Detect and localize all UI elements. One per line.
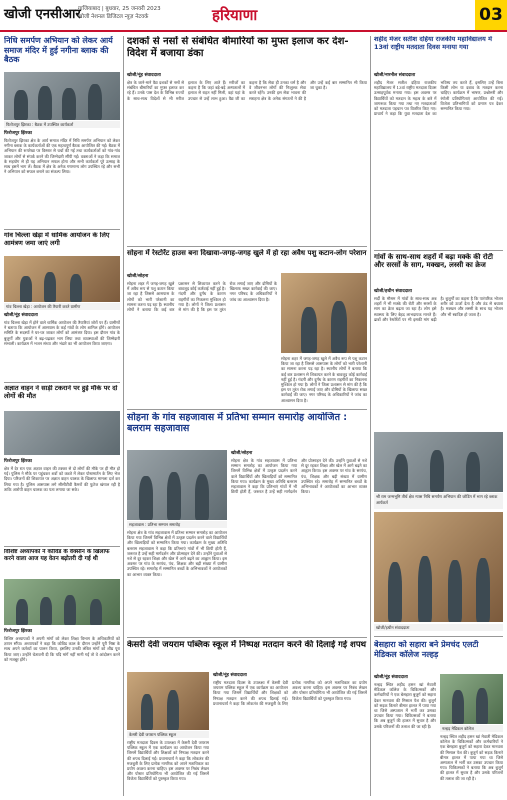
article-headline: विशिष्ट अध्यापकों ने कोविड के वैक्सीन के खिलाफ करने वाला आज यह वेतन बढ़ोतरी दी गई थी: [4, 549, 110, 562]
article-headline: अज्ञात वाहन ने साड़ी टकराने पर हुई मौके पर दो लोगों की मौत: [4, 385, 118, 400]
divider: [127, 246, 367, 247]
article-body: [127, 72, 367, 244]
article-byline: खोजी/नारनौल संवाददाता: [374, 73, 416, 78]
article-headline: गांवों के साथ-साथ शहरों में बढ़ा मक्के की रोटी और सरसों के साग, मक्खन, लस्सी का क्रेज: [374, 253, 493, 270]
column-rule: [370, 36, 371, 796]
article-text: राष्ट्रीय मतदाता दिवस के उपलक्ष्य में केसरी देवी जयराम पब्लिक स्कूल में एक कार्यक्रम का आयोजन किया गया जिसमें विद्यार्थियों और शिक्षकों को निष्पक्ष मतदान करने की शपथ दिलाई गई। प्रधानाचार्य ने कहा कि लोकतंत्र की मजबूती के लिए प्रत्येक नागरिक को अपने मताधिकार का प्रयोग अवश्य करना चाहिए। इस अवसर पर निबंध लेखन और पोस्टर प्रतियोगिता भी आयोजित की गई जिसमें विजेता विद्यार्थियों को पुरस्कृत किया गया।: [127, 740, 209, 782]
article-headline: गांव चिल्ला खेड़ा में धार्मिक आयोजन के लिए आमंत्रण जमा जाएं लगी: [4, 232, 110, 247]
article-body: [374, 674, 436, 796]
article-body: [4, 628, 120, 796]
article-text: नल्हड़ स्थित शहीद हसन खां मेवाती मेडिकल कॉलेज के चिकित्सकों और कर्मचारियों ने एक बेसहारा बुजुर्ग को सहारा देकर मानवता की मिसाल पेश की। बुजुर्ग को सड़क किनारे बीमार हालत में पाया गया था जिसे अस्पताल में भर्ती कर उसका उपचार किया गया। चिकित्सकों ने बताया कि अब बुजुर्ग की हालत में सुधार है और उसके परिजनों की तलाश की जा रही है।: [440, 734, 503, 781]
article-photo: [374, 512, 503, 622]
page-number: 03: [475, 0, 507, 30]
article-text: गांव चिल्ला खेड़ा में होने वाले धार्मिक आयोजन की तैयारियां जोरों पर हैं। ग्रामीणों ने बताया कि आयोजन में आसपास के कई गांवों के लोग शामिल होंगे। आयोजन समिति के सदस्यों ने घर-घर जाकर लोगों को आमंत्रण दिया। इस दौरान गांव के बुजुर्गों और युवाओं ने बढ़-चढ़कर भाग लिया तथा व्यवस्थाओं की जिम्मेदारी संभाली। कार्यक्रम में भजन संध्या और भंडारे का भी आयोजन किया जाएगा।: [4, 320, 120, 346]
article-text: सोहना क्षेत्र के गांव सहजावास में प्रतिभा सम्मान समारोह का आयोजन किया गया जिसमें विभिन्न क्षेत्रों में उत्कृष्ट प्रदर्शन करने वाले विद्यार्थियों और खिलाड़ियों को सम्मानित किया गया। कार्यक्रम के मुख्य अतिथि बलराम सहजावास ने कहा कि प्रतिभाएं गांवों में भी छिपी होती हैं, जरूरत है उन्हें सही मार्गदर्शन और प्रोत्साहन देने की। उन्होंने युवाओं से नशे से दूर रहकर शिक्षा और खेल में आगे बढ़ने का आह्वान किया। इस अवसर पर गांव के सरपंच, पंच, शिक्षक और बड़ी संख्या में ग्रामीण उपस्थित रहे। समारोह में सम्मानित बच्चों के अभिभावकों ने आयोजकों का आभार व्यक्त किया।: [127, 530, 227, 577]
article-byline: खोजी/नूंह संवाददाता: [374, 675, 408, 680]
divider: [374, 636, 503, 637]
article-byline: फिरोजपुर झिरका: [4, 629, 32, 634]
article-photo: [127, 672, 209, 730]
article-byline: खोजी/नूंह संवाददाता: [213, 673, 247, 678]
masthead: [0, 0, 507, 32]
article-body: [127, 740, 209, 796]
photo-caption: नल्हड़ मेडिकल कॉलेज: [440, 725, 503, 732]
divider: [4, 229, 120, 230]
photo-caption: खोजी/हथीन संवाददाता: [374, 624, 503, 631]
date-line: गाजियाबाद | बुधवार, 25 जनवरी 2023: [78, 6, 161, 12]
photo-caption: सहजावास : प्रतिभा सम्मान समारोह: [127, 521, 227, 528]
article-body: [374, 72, 503, 248]
divider: [4, 546, 120, 547]
article-headline: केसरी देवी जयराम पब्लिक स्कूल में निष्पक्ष मतदान करने की दिलाई गई शपथ: [127, 640, 367, 650]
divider: [374, 250, 503, 251]
column-rule: [123, 36, 124, 796]
article-body: [127, 530, 227, 634]
article-headline: सोहना के गांव सहजावास में प्रतिभा सम्मान समारोह आयोजित : बलराम सहजावास: [127, 412, 348, 435]
photo-caption: केसरी देवी जयराम पब्लिक स्कूल: [127, 731, 209, 738]
article-body: [4, 130, 120, 228]
article-headline: निधि समर्पण अभियान को लेकर आर्य समाज मंदिर में हुई नगीना ब्लाक की बैठक: [4, 36, 113, 65]
article-text: क्षेत्र में देर रात एक अज्ञात वाहन की टक्कर से दो लोगों की मौके पर ही मौत हो गई। पुलिस ने मौके पर पहुंचकर शवों को कब्जे में लेकर पोस्टमार्टम के लिए भेज दिया। परिजनों की शिकायत पर अज्ञात वाहन चालक के खिलाफ मामला दर्ज कर लिया गया है। पुलिस आसपास लगे सीसीटीवी कैमरों की फुटेज खंगाल रही है ताकि आरोपी वाहन चालक का पता लगाया जा सके।: [4, 466, 120, 492]
article-byline: फिरोजपुर झिरका: [4, 459, 32, 464]
article-headline: बेसहारा को सहारा बने प्रेमचंद एलटी मेडिकल कॉलेज नल्हड़: [374, 640, 479, 659]
article-photo: [4, 579, 120, 625]
article-text: फिरोजपुर झिरका क्षेत्र के आर्य समाज मंदिर में निधि समर्पण अभियान को लेकर नगीना ब्लाक के कार्यकर्ताओं की एक महत्वपूर्ण बैठक आयोजित की गई। बैठक में अभियान की रूपरेखा पर विस्तार से चर्चा की गई तथा कार्यकर्ताओं को गांव-गांव जाकर लोगों से संपर्क करने की जिम्मेदारी सौंपी गई। वक्ताओं ने कहा कि समाज के सहयोग से ही यह अभियान सफल होगा और सभी कार्यकर्ता पूरे उत्साह के साथ इसमें भाग लें। बैठक में क्षेत्र के अनेक गणमान्य लोग उपस्थित रहे और सभी ने अभियान को सफल बनाने का संकल्प लिया।: [4, 138, 120, 175]
article-text: सोहना क्षेत्र के गांव सहजावास में प्रतिभा सम्मान समारोह का आयोजन किया गया जिसमें विभिन्न क्षेत्रों में उत्कृष्ट प्रदर्शन करने वाले विद्यार्थियों और खिलाड़ियों को सम्मानित किया गया। कार्यक्रम के मुख्य अतिथि बलराम सहजावास ने कहा कि प्रतिभाएं गांवों में भी छिपी होती हैं, जरूरत है उन्हें सही मार्गदर्शन और प्रोत्साहन देने की। उन्होंने युवाओं से नशे से दूर रहकर शिक्षा और खेल में आगे बढ़ने का आह्वान किया। इस अवसर पर गांव के सरपंच, पंच, शिक्षक और बड़ी संख्या में ग्रामीण उपस्थित रहे। समारोह में सम्मानित बच्चों के अभिभावकों ने आयोजकों का आभार व्यक्त किया।: [231, 458, 367, 495]
article-text: सोहना शहर में जगह-जगह खुले में अवैध रूप से पशु कटान किया जा रहा है जिससे आसपास के लोगों को भारी परेशानी का सामना करना पड़ रहा है। स्थानीय लोगों ने बताया कि कई बार प्रशासन से शिकायत करने के बावजूद कोई कार्रवाई नहीं हुई है। गंदगी और दुर्गंध के कारण राहगीरों का निकलना मुश्किल हो गया है। लोगों ने जिला प्रशासन से मांग की है कि इस पर तुरंत रोक लगाई जाए और दोषियों के खिलाफ सख्त कार्रवाई की जाए। नगर परिषद के अधिकारियों ने जांच का आश्वासन दिया है।: [127, 281, 277, 313]
article-body: [213, 672, 367, 796]
article-text: सर्दी के मौसम में गांवों के साथ-साथ अब शहरों में भी मक्के की रोटी और सरसों के साग का क्रेज बढ़ता जा रहा है। लोग इसे स्वास्थ्य के लिए बेहद लाभदायक मानते हैं। ढाबों और रेस्टोरेंटों पर भी इसकी मांग बढ़ी है। बुजुर्गों का कहना है कि पारंपरिक भोजन शरीर को ऊर्जा देता है और ठंड से बचाता है। मक्खन और लस्सी के साथ यह भोजन और भी स्वादिष्ट हो जाता है।: [374, 296, 503, 322]
article-body: [440, 734, 503, 796]
brand-name: खोजी एनसीआर: [4, 7, 81, 22]
article-byline: खोजी/सोहना: [231, 451, 253, 456]
divider: [127, 637, 367, 638]
article-photo: [4, 72, 120, 120]
article-byline: खोजी/सोहना: [127, 274, 149, 279]
article-text: विशिष्ट अध्यापकों ने अपनी मांगों को लेकर शिक्षा विभाग के अधिकारियों को ज्ञापन सौंपा। अध्यापकों ने कहा कि कोविड काल के दौरान उन्होंने पूरी निष्ठा के साथ अपने कर्तव्यों का पालन किया, इसलिए उनकी लंबित मांगों को शीघ्र पूरा किया जाए। उन्होंने चेतावनी दी कि यदि मांगें नहीं मानी गईं तो वे आंदोलन करने को मजबूर होंगे।: [4, 636, 120, 662]
article-text: सोहना शहर में जगह-जगह खुले में अवैध रूप से पशु कटान किया जा रहा है जिससे आसपास के लोगों को भारी परेशानी का सामना करना पड़ रहा है। स्थानीय लोगों ने बताया कि कई बार प्रशासन से शिकायत करने के बावजूद कोई कार्रवाई नहीं हुई है। गंदगी और दुर्गंध के कारण राहगीरों का निकलना मुश्किल हो गया है। लोगों ने जिला प्रशासन से मांग की है कि इस पर तुरंत रोक लगाई जाए और दोषियों के खिलाफ सख्त कार्रवाई की जाए। नगर परिषद के अधिकारियों ने जांच का आश्वासन दिया है।: [281, 356, 367, 403]
article-photo: [4, 411, 120, 455]
article-photo: [281, 273, 367, 353]
divider: [4, 382, 120, 383]
article-headline: शहीद मेजर सतीश दहिया राजकीय महाविद्यालय में 13वां राष्ट्रीय मतदाता दिवस मनाया गया: [374, 36, 492, 51]
article-body: [281, 356, 367, 406]
article-byline: खोजी/नूंह संवाददाता: [4, 313, 38, 318]
article-headline: सोहना में रेस्टोरेंट हाउस बना दिखावा-जगह-जगह खुले में हो रहा अवैध पशु कटान-लोग परेशान: [127, 249, 367, 257]
article-text: क्षेत्र के जाने-माने वैद्य दशकों से नसों से संबंधित बीमारियों का मुफ्त इलाज कर रहे हैं। उनके पास देश के विभिन्न राज्यों के साथ-साथ विदेशों से भी मरीज इलाज के लिए आते हैं। मरीजों का कहना है कि जहां बड़े-बड़े अस्पतालों में इलाज से राहत नहीं मिली, वहां यहां के उपचार से उन्हें लाभ हुआ। वैद्य जी का कहना है कि सेवा ही उनका धर्म है और वे जीवनभर लोगों की निःशुल्क सेवा करते रहेंगे। उनकी इस सेवा भावना की सराहना क्षेत्र के अनेक संगठनों ने की है और उन्हें कई बार सम्मानित भी किया जा चुका है।: [127, 80, 367, 101]
article-byline: खोजी/नूंह संवाददाता: [127, 73, 161, 78]
section-title: हरियाणा: [212, 6, 258, 24]
article-byline: खोजी/हथीन संवाददाता: [374, 289, 412, 294]
lead-headline: दशकों से नसों से संबंधित बीमारियों का मुफ्त इलाज कर देश-विदेश में बजाया डंका: [127, 36, 349, 59]
tagline: खोजी नेशनल डिजिटल न्यूज़ नेटवर्क: [78, 14, 149, 20]
article-body: [374, 288, 503, 428]
article-body: [4, 458, 120, 544]
article-body: [231, 450, 367, 634]
article-photo: [127, 450, 227, 520]
article-text: नल्हड़ स्थित शहीद हसन खां मेवाती मेडिकल कॉलेज के चिकित्सकों और कर्मचारियों ने एक बेसहारा बुजुर्ग को सहारा देकर मानवता की मिसाल पेश की। बुजुर्ग को सड़क किनारे बीमार हालत में पाया गया था जिसे अस्पताल में भर्ती कर उसका उपचार किया गया। चिकित्सकों ने बताया कि अब बुजुर्ग की हालत में सुधार है और उसके परिजनों की तलाश की जा रही है।: [374, 682, 436, 729]
article-photo: [440, 674, 503, 724]
article-body: [4, 312, 120, 380]
article-body: [127, 273, 277, 405]
photo-caption: फिरोजपुर झिरका : बैठक में उपस्थित कार्यकर्ता: [4, 121, 120, 128]
article-photo: [374, 432, 503, 492]
photo-caption: श्री राम जन्मभूमि तीर्थ क्षेत्र न्यास निधि समर्पण अभियान की जोडिंग में भाग रहे ब्लाक आर्यकर्त: [374, 493, 503, 509]
divider: [127, 409, 367, 410]
article-text: शहीद मेजर सतीश दहिया राजकीय महाविद्यालय में 13वां राष्ट्रीय मतदाता दिवस उत्साहपूर्वक मनाया गया। इस अवसर पर विद्यार्थियों को मतदान के महत्व के बारे में जागरूक किया गया तथा नए मतदाताओं को मतदाता पहचान पत्र वितरित किए गए। प्राचार्य ने कहा कि युवा मतदाता देश का भविष्य तय करते हैं, इसलिए उन्हें बिना किसी लोभ या दबाव के मतदान करना चाहिए। कार्यक्रम में भाषण, प्रश्नोत्तरी और रंगोली प्रतियोगिताएं आयोजित की गईं। विजेता प्रतिभागियों को प्रमाण पत्र देकर सम्मानित किया गया।: [374, 80, 503, 117]
article-byline: फिरोजपुर झिरका: [4, 131, 32, 136]
article-text: राष्ट्रीय मतदाता दिवस के उपलक्ष्य में केसरी देवी जयराम पब्लिक स्कूल में एक कार्यक्रम का आयोजन किया गया जिसमें विद्यार्थियों और शिक्षकों को निष्पक्ष मतदान करने की शपथ दिलाई गई। प्रधानाचार्य ने कहा कि लोकतंत्र की मजबूती के लिए प्रत्येक नागरिक को अपने मताधिकार का प्रयोग अवश्य करना चाहिए। इस अवसर पर निबंध लेखन और पोस्टर प्रतियोगिता भी आयोजित की गई जिसमें विजेता विद्यार्थियों को पुरस्कृत किया गया।: [213, 680, 367, 706]
article-photo: [4, 256, 120, 302]
photo-caption: गांव चिल्ला खेड़ा : आयोजन की तैयारी करते ग्रामीण: [4, 303, 120, 310]
